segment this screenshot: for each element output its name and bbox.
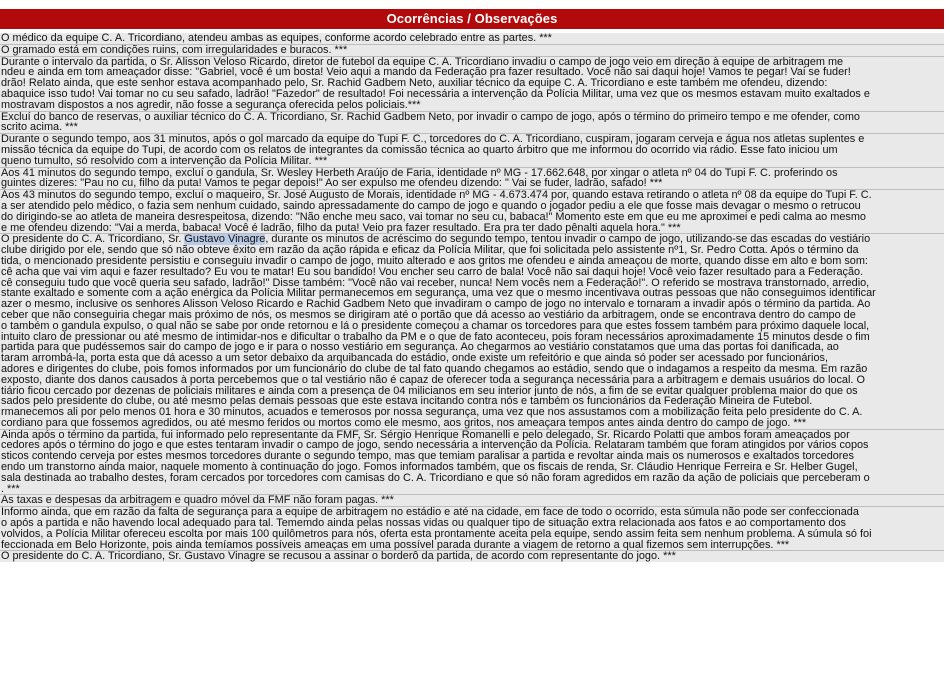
occurrence-text-line: As taxas e despesas da arbitragem e quadro móvel da FMF não foram pagas. *** <box>1 495 394 507</box>
occurrence-text-line: tida, o mencionado presidente persistiu e conseguiu invadir o campo de jogo, muito alterado e aos gritos me ofendeu e ainda ameaçou de morte, quando disse em alto e bom som: <box>1 255 868 267</box>
occurrence-text-line: cê conseguiu tudo que você queria seu safado, ladrão!" Disse também: "Você não vai receber, nunca! Nem vocês nem a Federação!". O referido se mostrava transtornado, arredio, <box>1 277 870 289</box>
occurrence-text-line <box>1 234 942 245</box>
occurrence-text-line: clube dirigido por ele, sendo que só não obteve êxito em razão da ação rápida e eficaz da Polícia Militar, que foi solicitada pelo assistente nº1, Sr. Pedro Cotta. Após o término da <box>1 245 859 256</box>
occurrence-entry <box>0 133 944 166</box>
occurrence-text-line: drão! Relato ainda, que este senhor estava acompanhado pelo, Sr. Rachid Gadbem Neto, auxiliar técnico da equipe C. A. Tricordiano e este também me ofendeu, dizendo: <box>1 78 828 89</box>
occurrence-text-line: cê acha que vai vim aqui e fazer resultado? Eu vou te matar! Eu sou bandido! Vou encher seu carro de bala! Você não sai daqui hoje! Você veio fazer resultado para a Federação. <box>1 266 864 278</box>
occurrence-entry <box>0 33 944 44</box>
occurrence-entry <box>0 506 944 550</box>
text-after-highlight: , durante os minutos de acréscimo do segundo tempo, tentou invadir o campo de jogo, utilizando-se das escadas do vestiário <box>265 234 871 246</box>
occurrence-text-line: ndeu e ainda em tom ameaçador disse: "Gabriel, você é um bosta! Veio aqui a mando da Federação pra fazer resultado. Você não sai daqui hoje! Vamos te pegar! Vai se fuder! <box>1 67 851 79</box>
occurrence-text-line: ceber que não conseguiria chegar mais próximo de nós, os mesmos se dirigiram até o portão que dá acesso ao vestiário da arbitragem, onde se encontrava dentro do campo de <box>1 309 856 321</box>
occurrence-text-line: . *** <box>1 483 20 495</box>
occurrence-text-line: Ainda após o término da partida, fui informado pelo representante da FMF, Sr. Sérgio Henrique Romanelli e pelo delegado, Sr. Ricardo Polatti que ambos foram ameaçados por <box>1 429 850 441</box>
occurrence-text-line: mostravam dispostos a nos agredir, não fosse a segurança oferecida pelos policiais.*** <box>1 99 421 111</box>
occurrence-text-line: cedores após o término do jogo e que estes tentaram invadir o campo de jogo, sendo necessária a intervenção da Polícia. Relataram também que foram atingidos por vários copos <box>1 440 869 452</box>
occurrence-entry <box>0 189 944 233</box>
occurrence-text-line: Aos 43 minutos do segundo tempo, excluí o maqueiro, Sr. José Augusto de Morais, identidade nº MG - 4.673.474 por, quando estava retirando o atleta nº 08 da equipe do Tupi F. C. <box>1 190 872 201</box>
occurrence-entry <box>0 167 944 190</box>
section-title: Ocorrências / Observações <box>386 11 558 26</box>
occurrence-text-line: e me ofendeu dizendo: "Vai a merda, babaca! Você é ladrão, filho da puta! Veio pra fazer resultado. Era pra ter dado pênalti aquela hora." *** <box>1 222 681 234</box>
occurrence-entry <box>0 233 944 428</box>
occurrence-text-line: o após a partida e não havendo local adequado para tal. Tememdo ainda pelas nossas vidas ou qualquer tipo de situação extra relacionada aos fatos e ao comportamento dos <box>1 518 846 529</box>
text-before-highlight: O presidente do C. A. Tricordiano, Sr. <box>1 234 185 246</box>
occurrence-text-line: sala destinada ao trabalho destes, foram cercados por torcedores com camisas do C. A. Tricordiano e que só não foram agredidos em razão da ação de policiais que perceberam o <box>1 472 870 484</box>
occurrences-list <box>0 33 944 562</box>
occurrence-text-line: abaquice isso tudo! Vai tomar no cu seu safado, ladrão! "Fazedor" de resultado! Foi necessária a intervenção da Polícia Militar, uma vez que os mesmos estavam muito exaltados e <box>1 88 870 100</box>
occurrence-text-line: tiário ficou cercado por dezenas de policiais militares e ainda com a presença de 04 milicianos em seu interior junto de nós, a fim de se evitar qualquer problema maior do que os <box>1 385 858 397</box>
occurrence-text-line: queno tumulto, só resolvido com a intervenção da Polícia Militar. *** <box>1 155 328 167</box>
occurrence-text-line: intuito claro de pressionar ou até mesmo de intimidar-nos e dificultar o trabalho da PM e o que de fato aconteceu, pois foram necessários aproximadamente 15 minutos desde o fim <box>1 331 870 343</box>
occurrence-entry <box>0 56 944 111</box>
section-header <box>0 9 944 29</box>
occurrence-entry <box>0 44 944 56</box>
occurrence-text-line: scrito acima. *** <box>1 122 78 134</box>
occurrence-text-line: Excluí do banco de reservas, o auxiliar técnico do C. A. Tricordiano, Sr. Rachid Gadbem Neto, por invadir o campo de jogo, após o término do primeiro tempo e me ofender, como <box>1 111 860 123</box>
occurrence-text-line: Durante o intervalo da partida, o Sr. Alisson Veloso Ricardo, diretor de futebol da equipe C. A. Tricordiano invadiu o campo de jogo veio em direção à equipe de arbitragem me <box>1 56 844 68</box>
occurrence-text-line: do dirigindo-se ao atleta de maneira desrespeitosa, dizendo: "Não enche meu saco, vai tomar no seu cu, babaca!" Momento este em que eu me aproximei e pedi calma ao mesmo <box>1 211 866 223</box>
occurrence-text-line: taram arrombá-la, porta esta que dá acesso a um setor debaixo da arquibancada do estádio, onde existe um refeitório e que ainda só poder ser acessado por funcionários, <box>1 353 828 364</box>
occurrence-entry <box>0 111 944 134</box>
occurrence-text-line: partida para que pudéssemos sair do campo de jogo e ir para o nosso vestiário em segurança. Ao chegarmos ao vestiário constatamos que uma das portas foi danificada, ao <box>1 342 839 354</box>
occurrence-text-line: volvidos, a Polícia Militar ofereceu escolta por mais 100 quilômetros para nós, oferta esta prontamente aceita pela equipe, sendo assim feita sem nenhum problema. A súmula só foi <box>1 528 872 540</box>
occurrence-text-line: Informo ainda, que em razão da falta de segurança para a equipe de arbitragem no estádio e até na cidade, em face de todo o ocorrido, esta súmula não pode ser confeccionada <box>1 507 859 519</box>
occurrence-text-line: O gramado está em condições ruins, com irregularidades e buracos. *** <box>1 44 348 56</box>
occurrence-text-line: sticos contendo cerveja por estes mesmos torcedores durante o segundo tempo, mas que temiam paralisar a partida e revoltar ainda mais os numerosos e exaltados torcedores <box>1 451 854 463</box>
occurrence-text-line: feccionada em Belo Horizonte, pois ainda temíamos possíveis ameaças em uma possível parada durante a viagem de retorno a qual fizemos sem interrupções. *** <box>1 539 790 551</box>
occurrence-entry <box>0 429 944 495</box>
occurrence-text-line: rmanecemos ali por pelo menos 01 hora e 30 minutos, acuados e temerosos por nossa segurança, uma vez que nos assustamos com a mobilização feita pelo presidente do C. A. <box>1 407 863 418</box>
occurrence-text-line: o também o gandula expulso, o qual não se sabe por onde retornou e lá o presidente começou a chamar os torcedores para que estes fossem também para próximo daquele local, <box>1 320 870 332</box>
occurrence-text-line: exposto, diante dos danos causados à porta percebemos que o tal vestiário não é capaz de oferecer toda a segurança necessária para a arbitragem e demais usuários do local. O <box>1 374 865 386</box>
occurrence-text-line: cordiano para que fossemos agredidos, ou até mesmo feridos ou mortos como ele mesmo, aos gritos, nos ameaçara tempos antes ainda dentro do campo de jogo. *** <box>1 417 807 429</box>
occurrence-text-line: endo um transtorno ainda maior, naquele momento à continuação do jogo. Fomos informados também, que os fiscais de renda, Sr. Cláudio Henrique Ferreira e Sr. Helber Gugel, <box>1 462 858 473</box>
occurrence-text-line: missão técnica da equipe do Tupi, de acordo com os relatos de integrantes da comissão técnica ao quarto árbitro que me informou do ocorrido via rádio. Esse fato iniciou um <box>1 144 838 156</box>
occurrence-text-line: a ser atendido pelo médico, o fazia sem nenhum cuidado, saindo apressadamente do campo de jogo e quando o jogador pediu a ele que fosse mais devagar o mesmo o retrucou <box>1 200 861 212</box>
highlighted-name[interactable]: Gustavo Vinagre <box>184 234 266 246</box>
occurrence-text-line: guintes dizeres: "Pau no cu, filho da puta! Vamos te pegar depois!" Ao ser expulso me ofendeu dizendo: " Vai se fuder, ladrão, safado! *** <box>1 178 663 190</box>
occurrence-text-line: adores e dirigentes do clube, pois fomos informados por um funcionário do clube de tal fato quando chegamos ao estádio, sendo que o indagamos a respeito da mesma. Em razão <box>1 363 868 375</box>
occurrence-text-line: O presidente do C. A. Tricordiano, Sr. Gustavo Vinagre se recusou a assinar o borderô da partida, de acordo com representante do jogo. *** <box>1 551 676 563</box>
occurrence-text-line: O médico da equipe C. A. Tricordiano, atendeu ambas as equipes, conforme acordo celebrado entre as partes. *** <box>1 33 552 44</box>
occurrence-text-line: azer o mesmo, inclusive os senhores Alisson Veloso Ricardo e Rachid Gadbem Neto que invadiram o campo de jogo no intervalo e tornaram a invadir após o término da partida. Ao <box>1 299 871 310</box>
occurrence-text-line: stante exaltado e somente com a ação enérgica da Polícia Militar permanecemos em segurança, uma vez que o mesmo incentivava outras pessoas que não conseguimos identificar <box>1 288 876 300</box>
occurrence-entry <box>0 494 944 506</box>
occurrence-text-line: sados pelo presidente do clube, ou até mesmo pelas demais pessoas que este estava incitando contra nós e também os funcionários da Federação Mineira de Futebol. <box>1 396 813 408</box>
occurrence-text-line: Aos 41 minutos do segundo tempo, excluí o gandula, Sr. Wesley Herbeth Araújo de Faria, identidade nº MG - 17.662.648, por xingar o atleta nº 04 do Tupi F. C. proferindo os <box>1 167 838 179</box>
occurrence-text-line: Durante o segundo tempo, aos 31 minutos, após o gol marcado da equipe do Tupi F. C., torcedores do C. A. Tricordiano, cuspiram, jogaram cerveja e água nos atletas suplentes e <box>1 134 865 145</box>
occurrence-entry <box>0 550 944 562</box>
